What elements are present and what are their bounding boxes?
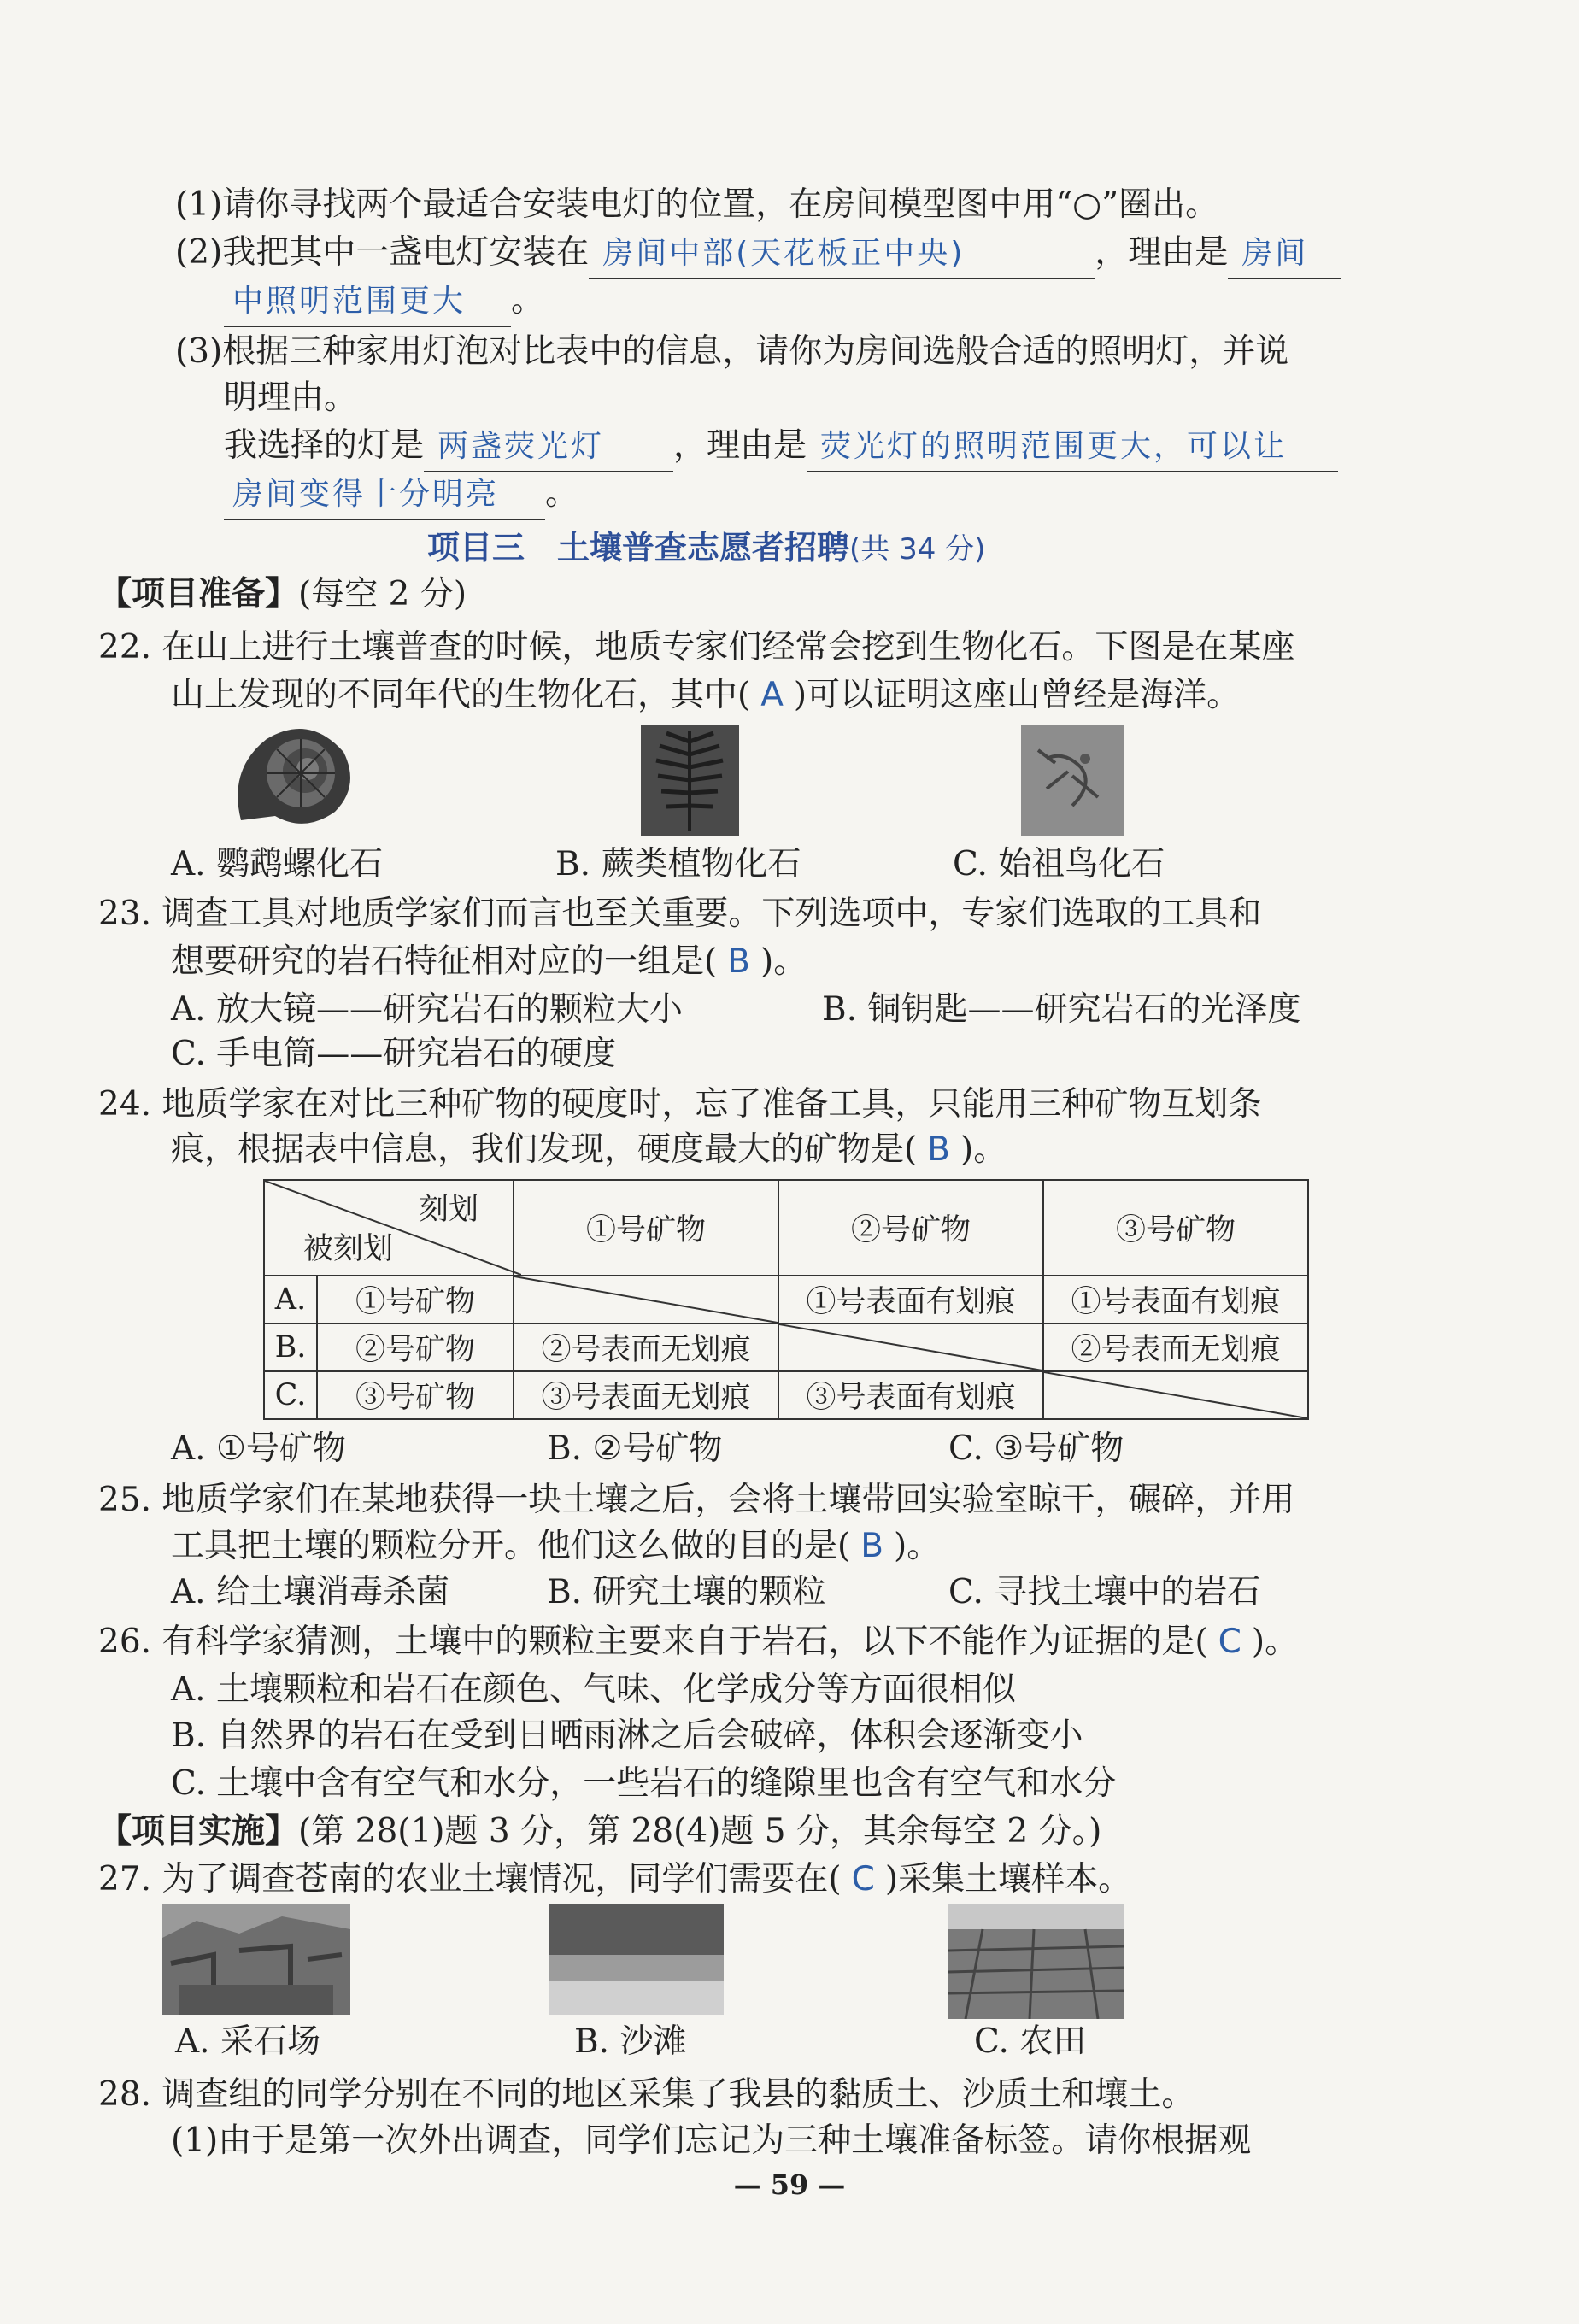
q27-option-c: C. 农田: [974, 2022, 1087, 2061]
table-row: [264, 1371, 1308, 1419]
table-corner-cell: [264, 1180, 514, 1276]
q25-option-a: A. 给土壤消毒杀菌: [171, 1573, 449, 1611]
q22-answer: A: [760, 676, 784, 714]
q21-part1: (1)请你寻找两个最适合安装电灯的位置，在房间模型图中用“○”圈出。: [175, 185, 1219, 224]
fern-fossil-image: [641, 725, 739, 839]
q22-option-a: A. 鹦鹉螺化石: [171, 845, 383, 883]
q27-option-a: A. 采石场: [175, 2022, 320, 2061]
corner-top-label: 刻划: [418, 1193, 478, 1227]
nautilus-fossil-image: [224, 718, 361, 832]
q21-part2-cont: 中照明范围更大 。: [224, 277, 544, 327]
q24-answer: B: [927, 1130, 950, 1169]
col-header: ③号矿物: [1043, 1180, 1308, 1276]
q28-line1: 28. 调查组的同学分别在不同的地区采集了我县的黏质土、沙质土和壤土。: [98, 2075, 1195, 2114]
q21-part3-cont: 房间变得十分明亮 。: [224, 470, 578, 520]
q25-option-c: C. 寻找土壤中的岩石: [948, 1573, 1261, 1611]
q21-answer-lamp-reason-b: 房间变得十分明亮: [224, 471, 545, 520]
table-cell: ②号表面无划痕: [514, 1323, 778, 1371]
q23-answer: B: [727, 942, 750, 981]
table-cell: [514, 1276, 778, 1323]
table-cell: ③号表面无划痕: [514, 1371, 778, 1419]
quarry-photo: [162, 1904, 350, 2018]
q27-line1: 27. 为了调查苍南的农业土壤情况，同学们需要在( C )采集土壤样本。: [98, 1860, 1132, 1899]
q23-line2: 想要研究的岩石特征相对应的一组是( B )。: [171, 942, 807, 981]
q23-option-c: C. 手电筒——研究岩石的硬度: [171, 1035, 617, 1073]
beach-photo: [549, 1904, 724, 2018]
table-cell: ②号表面无划痕: [1043, 1323, 1308, 1371]
project3-title: 项目三 土壤普查志愿者招聘(共 34 分): [427, 529, 986, 566]
row-name: ①号矿物: [317, 1276, 514, 1323]
q27-option-b: B. 沙滩: [574, 2022, 687, 2061]
archaeopteryx-fossil-image: [1021, 725, 1124, 839]
row-name: ②号矿物: [317, 1323, 514, 1371]
prep-heading: 【项目准备】(每空 2 分): [98, 575, 467, 613]
col-header: ②号矿物: [778, 1180, 1043, 1276]
table-row: [264, 1323, 1308, 1371]
q21-answer-position: 房间中部(天花板正中央): [589, 230, 1095, 279]
table-cell: [1043, 1371, 1308, 1419]
row-letter: B.: [264, 1323, 317, 1371]
q25-answer: B: [860, 1527, 883, 1565]
q23-line1: 23. 调查工具对地质学家们而言也至关重要。下列选项中，专家们选取的工具和: [98, 895, 1262, 933]
q22-option-b: B. 蕨类植物化石: [555, 845, 801, 883]
q24-line2: 痕，根据表中信息，我们发现，硬度最大的矿物是( B )。: [171, 1130, 1007, 1169]
q23-option-b: B. 铜钥匙——研究岩石的光泽度: [822, 990, 1301, 1029]
row-name: ③号矿物: [317, 1371, 514, 1419]
q21-part2: (2)我把其中一盏电灯安装在 房间中部(天花板正中央) ，理由是 房间: [175, 229, 1341, 279]
table-cell: ③号表面有划痕: [778, 1371, 1043, 1419]
row-letter: C.: [264, 1371, 317, 1419]
col-header: ①号矿物: [514, 1180, 778, 1276]
table-cell: ①号表面有划痕: [778, 1276, 1043, 1323]
q25-line2: 工具把土壤的颗粒分开。他们这么做的目的是( B )。: [171, 1527, 941, 1565]
q24-line1: 24. 地质学家在对比三种矿物的硬度时，忘了准备工具，只能用三种矿物互划条: [98, 1085, 1262, 1124]
table-row: [264, 1276, 1308, 1323]
q24-option-b: B. ②号矿物: [547, 1429, 723, 1468]
row-letter: A.: [264, 1276, 317, 1323]
q24-option-a: A. ①号矿物: [171, 1429, 346, 1468]
q27-answer: C: [851, 1860, 875, 1899]
q22-line1: 22. 在山上进行土壤普查的时候，地质专家们经常会挖到生物化石。下图是在某座: [98, 628, 1295, 666]
q26-option-c: C. 土壤中含有空气和水分，一些岩石的缝隙里也含有空气和水分: [171, 1764, 1117, 1803]
impl-heading: 【项目实施】(第 28(1)题 3 分，第 28(4)题 5 分，其余每空 2 分。): [98, 1812, 1102, 1851]
mineral-hardness-table: [263, 1179, 1309, 1420]
q21-part3-choice: 我选择的灯是 两盏荧光灯 ，理由是 荧光灯的照明范围更大，可以让: [224, 422, 1338, 472]
q26-option-a: A. 土壤颗粒和岩石在颜色、气味、化学成分等方面很相似: [171, 1670, 1016, 1709]
q26-option-b: B. 自然界的岩石在受到日晒雨淋之后会破碎，体积会逐渐变小: [171, 1717, 1083, 1755]
q28-line2: (1)由于是第一次外出调查，同学们忘记为三种土壤准备标签。请你根据观: [171, 2122, 1252, 2160]
q21-answer-reason-b: 中照明范围更大: [224, 278, 511, 327]
q21-part3-l1: (3)根据三种家用灯泡对比表中的信息，请你为房间选般合适的照明灯，并说: [175, 332, 1289, 371]
q21-answer-reason-a: 房间: [1228, 230, 1341, 279]
corner-bottom-label: 被刻划: [303, 1232, 394, 1266]
farmland-photo: [948, 1904, 1124, 2022]
q21-part3-l2: 明理由。: [224, 379, 358, 417]
q22-option-c: C. 始祖鸟化石: [953, 845, 1165, 883]
q25-option-b: B. 研究土壤的颗粒: [547, 1573, 826, 1611]
q21-answer-lamp: 两盏荧光灯: [424, 423, 673, 472]
q21-answer-lamp-reason-a: 荧光灯的照明范围更大，可以让: [807, 423, 1338, 472]
table-cell: ①号表面有划痕: [1043, 1276, 1308, 1323]
table-cell: [778, 1323, 1043, 1371]
q26-line1: 26. 有科学家猜测，土壤中的颗粒主要来自于岩石，以下不能作为证据的是( C )。: [98, 1623, 1299, 1661]
page-number: — 59 —: [733, 2168, 846, 2201]
q25-line1: 25. 地质学家们在某地获得一块土壤之后，会将土壤带回实验室晾干，碾碎，并用: [98, 1481, 1295, 1519]
q23-option-a: A. 放大镜——研究岩石的颗粒大小: [171, 990, 683, 1029]
q26-answer: C: [1218, 1623, 1241, 1661]
q24-option-c: C. ③号矿物: [948, 1429, 1124, 1468]
q22-line2: 山上发现的不同年代的生物化石，其中( A )可以证明这座山曾经是海洋。: [171, 676, 1241, 714]
